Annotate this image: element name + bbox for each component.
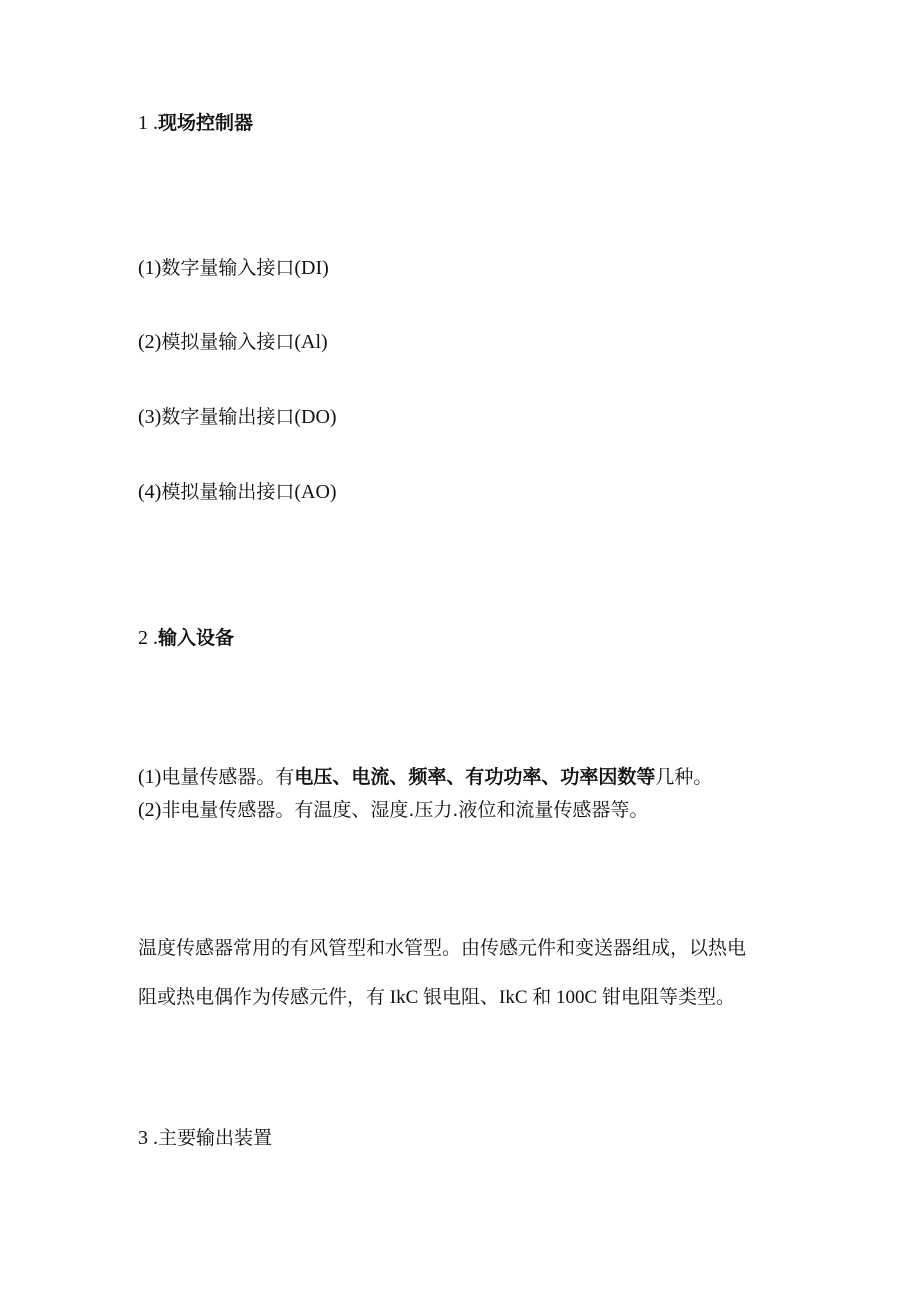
paragraph-line-1: [138, 935, 746, 961]
list-item: [138, 329, 328, 355]
paragraph-line-2: [138, 984, 735, 1011]
list-text-lead: 电量传感器。有: [161, 766, 295, 788]
paragraph-text: 阻或热电偶作为传感元件，有: [138, 986, 386, 1008]
section-title: 现场控制器: [158, 112, 254, 134]
paragraph-text: 和: [532, 986, 552, 1008]
list-item: [138, 764, 712, 790]
paragraph-text: 温度传感器常用的有风管型和水管型。由传感元件和变送器组成，以热电: [138, 937, 747, 959]
paragraph-code: IkC: [499, 987, 533, 1008]
list-code: (Al): [294, 331, 328, 353]
list-code: (DO): [294, 406, 337, 428]
paragraph-code: 100C: [551, 987, 602, 1008]
list-marker: (1): [138, 766, 162, 788]
list-item: [138, 404, 337, 430]
list-code: (DI): [294, 257, 329, 279]
list-code: (AO): [294, 481, 337, 503]
list-marker: (2): [138, 799, 162, 821]
list-text: 数字量输入接口: [161, 257, 295, 279]
paragraph-code: IkC: [385, 987, 424, 1008]
section-separator: .: [148, 1127, 158, 1149]
section-heading-1: [138, 110, 253, 136]
section-number: 1: [138, 112, 148, 134]
list-text: 模拟量输入接口: [161, 331, 295, 353]
section-number: 3: [138, 1127, 148, 1149]
list-text: 数字量输出接口: [161, 406, 295, 428]
list-text: 模拟量输出接口: [161, 481, 295, 503]
paragraph-text: 银电阻、: [423, 986, 500, 1008]
list-text: 非电量传感器。有温度、湿度.压力.液位和流量传感器等。: [161, 799, 649, 821]
list-marker: (2): [138, 331, 162, 353]
section-heading-2: [138, 625, 234, 651]
section-separator: .: [148, 627, 158, 649]
list-item: [138, 255, 329, 281]
list-item: [138, 479, 337, 505]
paragraph-text: 钳电阻等类型。: [601, 986, 735, 1008]
section-number: 2: [138, 627, 148, 649]
list-text-bold: 电压、电流、频率、有功功率、功率因数等: [294, 766, 656, 788]
list-item: [138, 797, 648, 823]
section-title: 主要输出装置: [158, 1127, 273, 1149]
list-marker: (1): [138, 257, 162, 279]
section-separator: .: [148, 112, 158, 134]
section-title: 输入设备: [158, 627, 235, 649]
list-text-tail: 几种。: [655, 766, 713, 788]
list-marker: (3): [138, 406, 162, 428]
section-heading-3: [138, 1125, 272, 1151]
list-marker: (4): [138, 481, 162, 503]
